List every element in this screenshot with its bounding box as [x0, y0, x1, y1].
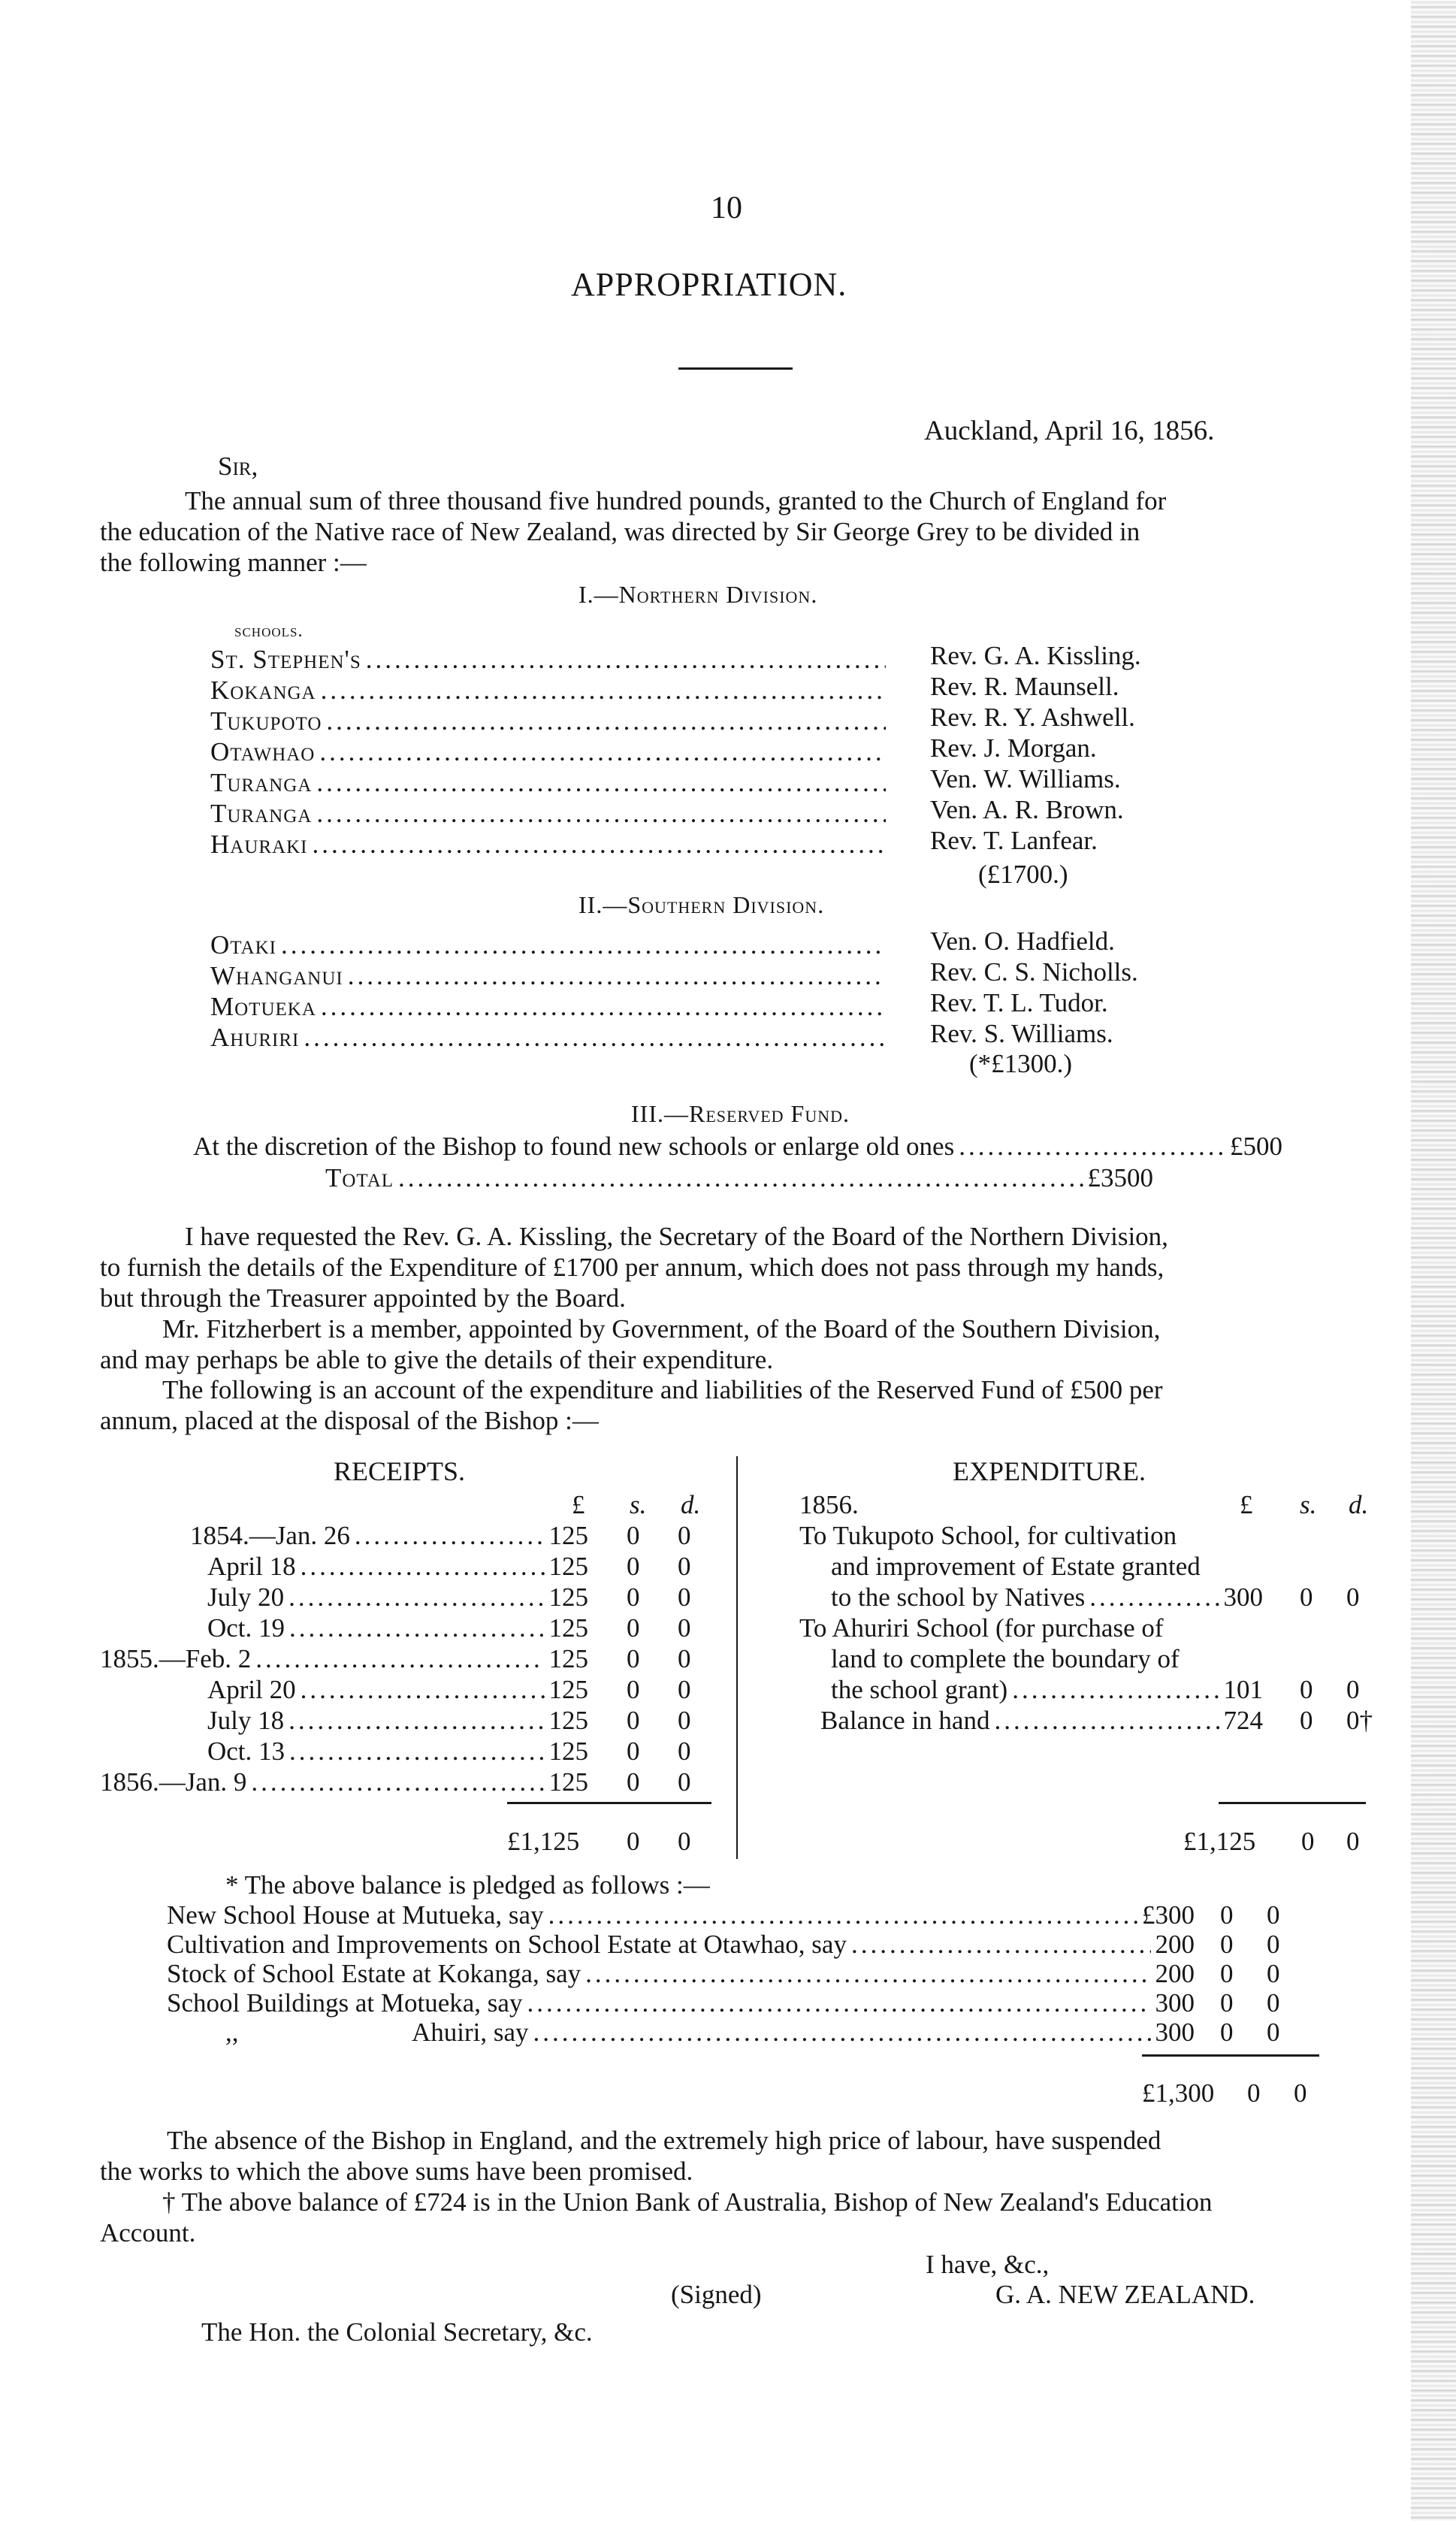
receipt-date: July 20: [207, 1582, 285, 1612]
expenditure-total-pence: 0: [1346, 1827, 1360, 1856]
receipt-pence: 0: [678, 1706, 691, 1735]
receipt-row: [100, 1767, 588, 1798]
school-name: Tukupoto: [210, 706, 322, 736]
total-label: Total: [325, 1163, 394, 1192]
intro-line-3: the following manner :—: [100, 548, 367, 577]
pledged-pounds: £300: [1142, 1900, 1195, 1930]
receipts-total-pounds: £1,125: [507, 1827, 580, 1856]
receipt-row: [207, 1551, 588, 1582]
school-name: Motueka: [210, 992, 316, 1021]
receipt-pounds: 125: [548, 1552, 588, 1581]
pledged-total-pence: 0: [1294, 2078, 1307, 2108]
pledged-total-pounds: £1,300: [1142, 2078, 1215, 2108]
expenditure-item-1-shillings: 0: [1300, 1582, 1313, 1612]
receipts-total-rule: [507, 1802, 711, 1804]
closing-para-2-line-1: † The above balance of £724 is in the Union Bank of Australia, Bishop of New Zealand's Education: [162, 2187, 1213, 2217]
receipt-shillings: 0: [627, 1521, 640, 1550]
expenditure-item-2-pence: 0: [1346, 1675, 1360, 1704]
minister-name: Rev. J. Morgan.: [930, 733, 1097, 763]
expenditure-item-2-line-1: To Ahuriri School (for purchase of: [799, 1613, 1164, 1643]
northern-row: [210, 706, 890, 737]
receipt-date: 1854.—Jan. 26: [190, 1521, 350, 1550]
reserved-amount: £500: [1230, 1132, 1282, 1161]
southern-row: [210, 960, 890, 992]
expenditure-col-pounds: £: [1240, 1490, 1253, 1519]
receipt-row: [100, 1643, 588, 1675]
receipt-row: [207, 1736, 588, 1767]
expenditure-col-shillings: s.: [1300, 1490, 1317, 1519]
receipt-shillings: 0: [627, 1737, 640, 1766]
para-1-line-1: I have requested the Rev. G. A. Kissling, the Secretary of the Board of the Northern Division,: [185, 1222, 1168, 1251]
pledged-pounds: 200: [1155, 1930, 1195, 1959]
expenditure-total-shillings: 0: [1301, 1827, 1315, 1856]
receipt-pounds: 125: [548, 1613, 588, 1643]
expenditure-balance: [820, 1705, 1263, 1737]
receipt-pounds: 125: [548, 1582, 588, 1612]
school-name: Turanga: [210, 768, 313, 797]
receipt-pounds: 125: [548, 1706, 588, 1735]
pledged-row: [412, 2017, 1195, 2048]
receipt-pence: 0: [678, 1613, 691, 1643]
pledged-row: [167, 1958, 1195, 1990]
intro-line-2: the education of the Native race of New Zealand, was directed by Sir George Grey to be divided in: [100, 517, 1140, 546]
minister-name: Rev. R. Y. Ashwell.: [930, 703, 1135, 732]
pledged-label: Stock of School Estate at Kokanga, say: [167, 1959, 581, 1988]
receipt-pounds: 125: [548, 1521, 588, 1550]
closing-para-1-line-2: the works to which the above sums have been promised.: [100, 2157, 693, 2186]
receipt-date: July 18: [207, 1706, 285, 1735]
pledged-shillings: 0: [1220, 2018, 1234, 2047]
expenditure-item-2-line-3: [831, 1674, 1263, 1706]
receipt-pounds: 125: [548, 1644, 588, 1673]
expenditure-total-pounds: £1,125: [1183, 1827, 1256, 1856]
account-divider: [736, 1456, 738, 1859]
expenditure-item-1-line-3: [831, 1582, 1263, 1613]
closing-para-1-line-1: The absence of the Bishop in England, and the extremely high price of labour, have suspended: [167, 2126, 1161, 2155]
school-name: St. Stephen's: [210, 645, 361, 674]
receipts-col-pounds: £: [572, 1490, 585, 1519]
pledged-pounds: 300: [1155, 2018, 1195, 2047]
school-name: Turanga: [210, 799, 313, 828]
expenditure-item-1-text: to the school by Natives: [831, 1582, 1086, 1612]
receipt-row: [207, 1613, 588, 1644]
school-name: Otaki: [210, 930, 276, 960]
addressee: The Hon. the Colonial Secretary, &c.: [201, 2317, 593, 2347]
title-rule: [678, 367, 793, 370]
para-1-line-2: to furnish the details of the Expenditure of £1700 per annum, which does not pass through my hands,: [100, 1253, 1164, 1282]
school-name: Hauraki: [210, 830, 308, 859]
pledged-pounds: 300: [1155, 1988, 1195, 2018]
receipt-date: April 18: [207, 1552, 296, 1581]
reserved-heading: III.—Reserved Fund.: [631, 1100, 850, 1127]
school-name: Ahuriri: [210, 1023, 300, 1052]
northern-row: [210, 798, 890, 830]
sign-off: I have, &c.,: [926, 2250, 1050, 2279]
intro-line-1: The annual sum of three thousand five hundred pounds, granted to the Church of England for: [185, 486, 1167, 515]
closing-para-2-line-2: Account.: [100, 2218, 196, 2247]
receipt-shillings: 0: [627, 1644, 640, 1673]
pledged-label: New School House at Mutueka, say: [167, 1900, 544, 1930]
expenditure-item-2-line-2: land to complete the boundary of: [831, 1644, 1180, 1673]
southern-heading: II.—Southern Division.: [578, 891, 825, 918]
pledged-intro: * The above balance is pledged as follows :—: [225, 1870, 710, 1900]
receipt-row: [207, 1705, 588, 1737]
minister-name: Rev. R. Maunsell.: [930, 672, 1119, 701]
receipt-row: [207, 1674, 588, 1706]
school-name: Kokanga: [210, 676, 316, 705]
balance-pounds: 724: [1223, 1706, 1263, 1735]
schools-label: schools.: [234, 621, 304, 641]
southern-row: [210, 1022, 890, 1053]
pledged-pounds: 200: [1155, 1959, 1195, 1988]
pledged-label: Cultivation and Improvements on School Estate at Otawhao, say: [167, 1930, 847, 1959]
receipt-date: 1856.—Jan. 9: [100, 1767, 247, 1797]
page-edge-shadow: [1411, 0, 1456, 2521]
expenditure-year: 1856.: [799, 1490, 859, 1519]
receipt-shillings: 0: [627, 1552, 640, 1581]
pledged-shillings: 0: [1220, 1900, 1234, 1930]
southern-row: [210, 991, 890, 1023]
page-title: APPROPRIATION.: [571, 266, 847, 303]
receipts-col-pence: d.: [681, 1490, 701, 1519]
para-2-line-2: and may perhaps be able to give the details of their expenditure.: [100, 1345, 774, 1374]
receipt-pounds: 125: [548, 1767, 588, 1797]
receipt-pence: 0: [678, 1767, 691, 1797]
pledged-label: School Buildings at Motueka, say: [167, 1988, 523, 2018]
northern-row: [210, 644, 890, 676]
northern-subtotal: (£1700.): [978, 860, 1068, 889]
northern-row: [210, 767, 890, 799]
date-line: Auckland, April 16, 1856.: [924, 416, 1215, 446]
pledged-shillings: 0: [1220, 1988, 1234, 2018]
receipt-date: Oct. 19: [207, 1613, 285, 1643]
expenditure-item-1-pounds: 300: [1223, 1582, 1263, 1612]
receipt-pence: 0: [678, 1737, 691, 1766]
receipt-row: [207, 1582, 588, 1613]
minister-name: Ven. A. R. Brown.: [930, 795, 1124, 824]
receipt-shillings: 0: [627, 1582, 640, 1612]
northern-heading: I.—Northern Division.: [578, 581, 818, 608]
expenditure-item-1-line-2: and improvement of Estate granted: [831, 1552, 1201, 1581]
para-1-line-3: but through the Treasurer appointed by the Board.: [100, 1283, 626, 1313]
school-name: Whanganui: [210, 961, 343, 990]
reserved-line: [193, 1131, 1282, 1162]
reserved-text: At the discretion of the Bishop to found new schools or enlarge old ones: [193, 1132, 955, 1161]
expenditure-heading: EXPENDITURE.: [953, 1456, 1146, 1486]
receipts-heading: RECEIPTS.: [334, 1456, 466, 1486]
para-3-line-1: The following is an account of the expenditure and liabilities of the Reserved Fund of £500 per: [162, 1375, 1163, 1404]
northern-row: [210, 829, 890, 860]
southern-row: [210, 930, 890, 961]
balance-label: Balance in hand: [820, 1706, 990, 1735]
pledged-shillings: 0: [1220, 1930, 1234, 1959]
para-2-line-1: Mr. Fitzherbert is a member, appointed by Government, of the Board of the Southern Division,: [162, 1314, 1161, 1344]
expenditure-item-1-pence: 0: [1346, 1582, 1360, 1612]
balance-shillings: 0: [1300, 1706, 1313, 1735]
school-name: Otawhao: [210, 737, 316, 766]
pledged-row: [167, 1987, 1195, 2019]
pledged-shillings: 0: [1220, 1959, 1234, 1988]
receipt-pence: 0: [678, 1675, 691, 1704]
receipts-col-shillings: s.: [630, 1490, 647, 1519]
minister-name: Rev. G. A. Kissling.: [930, 641, 1141, 670]
expenditure-item-2-pounds: 101: [1223, 1675, 1263, 1704]
receipt-shillings: 0: [627, 1613, 640, 1643]
receipt-shillings: 0: [627, 1706, 640, 1735]
receipt-pence: 0: [678, 1582, 691, 1612]
expenditure-total-rule: [1219, 1802, 1366, 1804]
signatory: G. A. NEW ZEALAND.: [995, 2280, 1255, 2309]
northern-row: [210, 736, 890, 768]
total-line: [325, 1162, 1153, 1194]
total-amount: £3500: [1087, 1163, 1153, 1192]
pledged-row: [167, 1929, 1195, 1960]
receipt-pounds: 125: [548, 1675, 588, 1704]
expenditure-item-2-shillings: 0: [1300, 1675, 1313, 1704]
expenditure-item-1-line-1: To Tukupoto School, for cultivation: [799, 1521, 1177, 1550]
pledged-total-shillings: 0: [1247, 2078, 1261, 2108]
pledged-pence: 0: [1267, 1900, 1280, 1930]
receipt-row: [100, 1520, 588, 1552]
pledged-pence: 0: [1267, 2018, 1280, 2047]
minister-name: Rev. T. Lanfear.: [930, 826, 1098, 855]
receipt-shillings: 0: [627, 1675, 640, 1704]
receipt-pence: 0: [678, 1552, 691, 1581]
salutation: Sir,: [218, 452, 258, 481]
minister-name: Rev. S. Williams.: [930, 1019, 1113, 1048]
receipt-pence: 0: [678, 1521, 691, 1550]
southern-subtotal: (*£1300.): [969, 1049, 1073, 1078]
balance-pence: 0†: [1346, 1706, 1373, 1735]
receipt-shillings: 0: [627, 1767, 640, 1797]
pledged-pence: 0: [1267, 1959, 1280, 1988]
expenditure-col-pence: d.: [1349, 1490, 1369, 1519]
minister-name: Rev. C. S. Nicholls.: [930, 957, 1138, 987]
receipts-total-shillings: 0: [627, 1827, 640, 1856]
pledged-row: [167, 1900, 1195, 1931]
minister-name: Ven. W. Williams.: [930, 764, 1121, 793]
expenditure-item-2-text: the school grant): [831, 1675, 1008, 1704]
pledged-pence: 0: [1267, 1930, 1280, 1959]
northern-row: [210, 675, 890, 706]
receipt-pence: 0: [678, 1644, 691, 1673]
pledged-total-rule: [1142, 2054, 1319, 2057]
page-number: 10: [711, 191, 742, 225]
signed-label: (Signed): [671, 2280, 762, 2309]
receipt-date: April 20: [207, 1675, 296, 1704]
pledged-label: Ahuiri, say: [412, 2018, 529, 2047]
receipts-total-pence: 0: [678, 1827, 691, 1856]
receipt-pounds: 125: [548, 1737, 588, 1766]
minister-name: Rev. T. L. Tudor.: [930, 988, 1108, 1017]
receipt-date: 1855.—Feb. 2: [100, 1644, 252, 1673]
pledged-pence: 0: [1267, 1988, 1280, 2018]
minister-name: Ven. O. Hadfield.: [930, 926, 1115, 956]
receipt-date: Oct. 13: [207, 1737, 285, 1766]
para-3-line-2: annum, placed at the disposal of the Bishop :—: [100, 1406, 599, 1435]
pledged-ditto-mark: ,,: [225, 2018, 239, 2047]
